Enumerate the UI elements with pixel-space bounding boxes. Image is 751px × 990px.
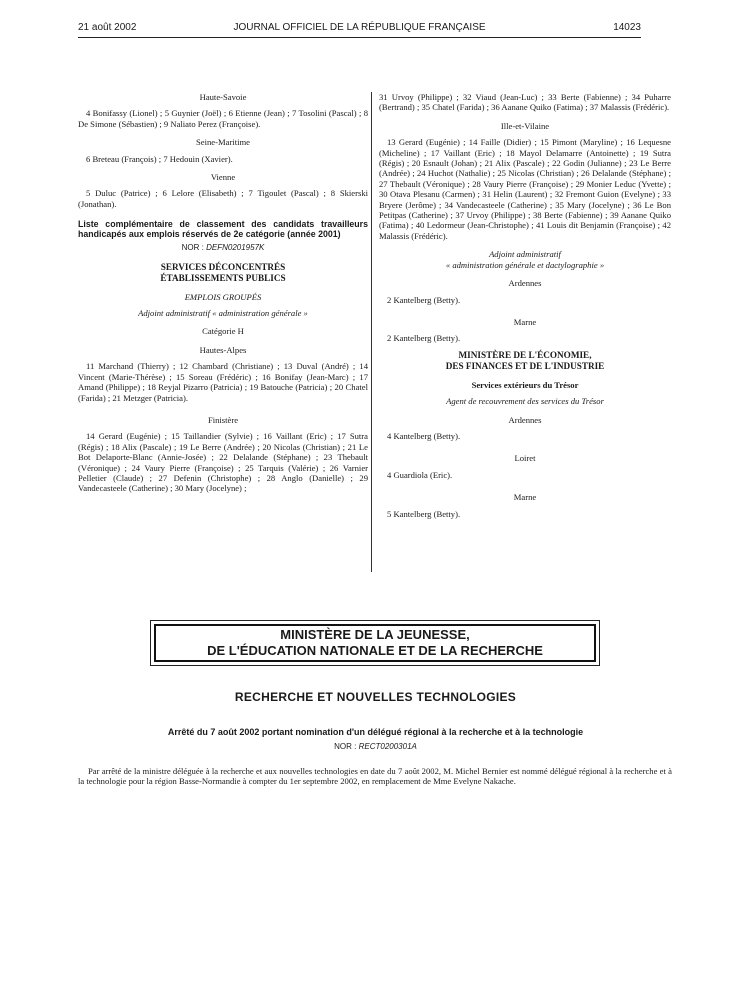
ministry-box-line: MINISTÈRE DE LA JEUNESSE, [280,627,470,642]
left-column [78,92,368,494]
dept-heading: Seine-Maritime [196,137,250,148]
dept-list: 6 Breteau (François) ; 7 Hedouin (Xavier). [86,153,233,164]
adjoint-heading: Adjoint administratif [489,249,561,260]
arrete-nor [0,742,751,751]
dept-list: 5 Duluc (Patrice) ; 6 Lelore (Elisabeth) ; 7 Tigoulet (Pascal) ; 8 Skierski (Jonathan). [78,188,368,209]
services-tresor-heading: Services extérieurs du Trésor [471,379,579,390]
header-date: 21 août 2002 [78,22,137,33]
nor-reference [78,243,368,253]
adjoint-subheading: « administration générale et dactylographie » [445,259,605,270]
section-title: RECHERCHE ET NOUVELLES TECHNOLOGIES [234,690,517,704]
dept-list: 14 Gerard (Eugénie) ; 15 Taillandier (Sylvie) ; 16 Vaillant (Eric) ; 17 Sutra (Régis) ; 18 Alix (Pascale) ; 19 Le Berre (Andrée) ; 20 Nicolas (Christian) ; 21 Le Bot Delaporte-Blanc (Annie-Josée) ; 22 Delalande (Stéphane) ; 23 Thebault (Véronique) ; 24 Vaury Pierre (Françoise) ; 25 Tarquis (Valérie) ; 26 Varnier Pelletier (Claude) ; 27 Defenin (Christophe) ; 28 Anglo (Danielle) ; 29 Vandecasteele (Catherine) ; 30 Mary (Jocelyne) ; [78,431,368,494]
dept-list: 11 Marchand (Thierry) ; 12 Chambard (Christiane) ; 13 Duval (André) ; 14 Vincent (Marie-Thérèse) ; 15 Soreau (Frédéric) ; 16 Bonifay (Jean-Marc) ; 17 Amand (Philippe) ; 18 Reyjal Pizarro (Patricia) ; 19 Batouche (Patricia) ; 20 Chatel (Farida) ; 21 Metzger (Patricia). [78,361,368,403]
dept-heading: Ardennes [508,414,542,425]
dept-list: 2 Kantelberg (Betty). [387,333,461,344]
ministry-line: MINISTÈRE DE L'ÉCONOMIE, [458,349,592,360]
page-number: 14023 [613,22,641,33]
dept-list-continued: 31 Urvoy (Philippe) ; 32 Viaud (Jean-Luc) ; 33 Berte (Fabienne) ; 34 Puharre (Bertrand) ; 35 Chatel (Farida) ; 36 Aanane Quiko (Fatima) ; 37 Malassis (Frédéric). [379,92,671,113]
column-separator [371,92,372,572]
ministry-line: DES FINANCES ET DE L'INDUSTRIE [445,360,605,371]
dept-heading: Haute-Savoie [199,92,247,102]
dept-list: 4 Kantelberg (Betty). [387,430,461,441]
dept-list: 4 Bonifassy (Lionel) ; 5 Guynier (Joël) ; 6 Etienne (Jean) ; 7 Tosolini (Pascal) ; 8 De Simone (Sébastien) ; 9 Naliato Perez (Françoise). [78,108,368,129]
nor-label: NOR : [181,243,204,253]
dept-heading: Vienne [210,172,236,183]
services-line: SERVICES DÉCONCENTRÉS [160,261,286,272]
ministry-box-inner [154,624,596,662]
dept-heading: Ardennes [508,278,542,289]
dept-heading: Loiret [514,453,536,464]
dept-heading: Hautes-Alpes [199,344,247,355]
emplois-heading: EMPLOIS GROUPÉS [184,291,262,302]
dept-heading: Ille-et-Vilaine [500,120,550,131]
dept-list: 13 Gerard (Eugénie) ; 14 Faille (Didier) ; 15 Pimont (Maryline) ; 16 Lequesne (Micheline) ; 17 Vaillant (Eric) ; 18 Mayol Delamarre (Antoinette) ; 19 Sutra (Régis) ; 20 Esnault (Johan) ; 21 Alix (Pascale) ; 22 Godin (Julianne) ; 23 Le Berre (Andrée) ; 24 Huchot (Nathalie) ; 25 Nicolas (Christian) ; 26 Delalande (Stéphane) ; 27 Thebault (Véronique) ; 28 Vaury Pierre (Françoise) ; 29 Monier Leduc (Yvette) ; 30 Otava Plesanu (Carmen) ; 31 Helin (Laurent) ; 32 Fremont Guion (Evelyne) ; 33 Bryere (Jerôme) ; 34 Vandecasteele (Catherine) ; 35 Mary (Jocelyne) ; 36 Le Bon Petitpas (Catherine) ; 37 Urvoy (Philippe) ; 38 Berte (Fabienne) ; 39 Aanane Quiko (Fatima) ; 40 Ledormeur (Jean-Christophe) ; 41 Louis dit Benjamin (Françoise) ; 42 Malassis (Frédéric). [379,137,671,241]
dept-list: 2 Kantelberg (Betty). [387,294,461,305]
services-heading [78,262,368,284]
dept-list: 5 Kantelberg (Betty). [387,508,461,519]
ministry-box-line: DE L'ÉDUCATION NATIONALE ET DE LA RECHERCHE [207,643,543,658]
journal-title: JOURNAL OFFICIEL DE LA RÉPUBLIQUE FRANÇAISE [233,22,486,33]
dept-heading: Marne [513,492,537,503]
nor-code: DEFN0201957K [206,243,265,253]
dept-heading: Finistère [207,414,239,425]
header-rule [78,37,641,38]
agent-heading: Agent de recouvrement des services du Trésor [446,396,604,407]
dept-list: 4 Guardiola (Eric). [387,469,453,480]
adjoint-heading: Adjoint administratif « administration générale » [138,308,308,319]
right-column [379,92,671,519]
nor-code: RECT0200301A [358,742,417,751]
page-header [78,22,641,36]
ministry-box [150,620,600,666]
categorie-heading: Catégorie H [202,326,244,337]
arrete-title: Arrêté du 7 août 2002 portant nomination d'un délégué régional à la recherche et à la technologie [167,727,584,737]
arrete-body: Par arrêté de la ministre déléguée à la recherche et aux nouvelles technologies en date du 7 août 2002, M. Michel Bernier est nommé délégué régional à la recherche et à la technologie pour la région Basse-Normandie à compter du 1er septembre 2002, en remplacement de Mme Evelyne Nakache. [78,766,672,787]
list-title: Liste complémentaire de classement des candidats travailleurs handicapés aux emplois réservés de 2e catégorie (année 2001) [78,219,368,240]
dept-heading: Marne [513,316,537,327]
ministry-heading [379,350,671,372]
nor-label: NOR : [334,742,357,751]
etablissements-line: ÉTABLISSEMENTS PUBLICS [160,272,286,283]
